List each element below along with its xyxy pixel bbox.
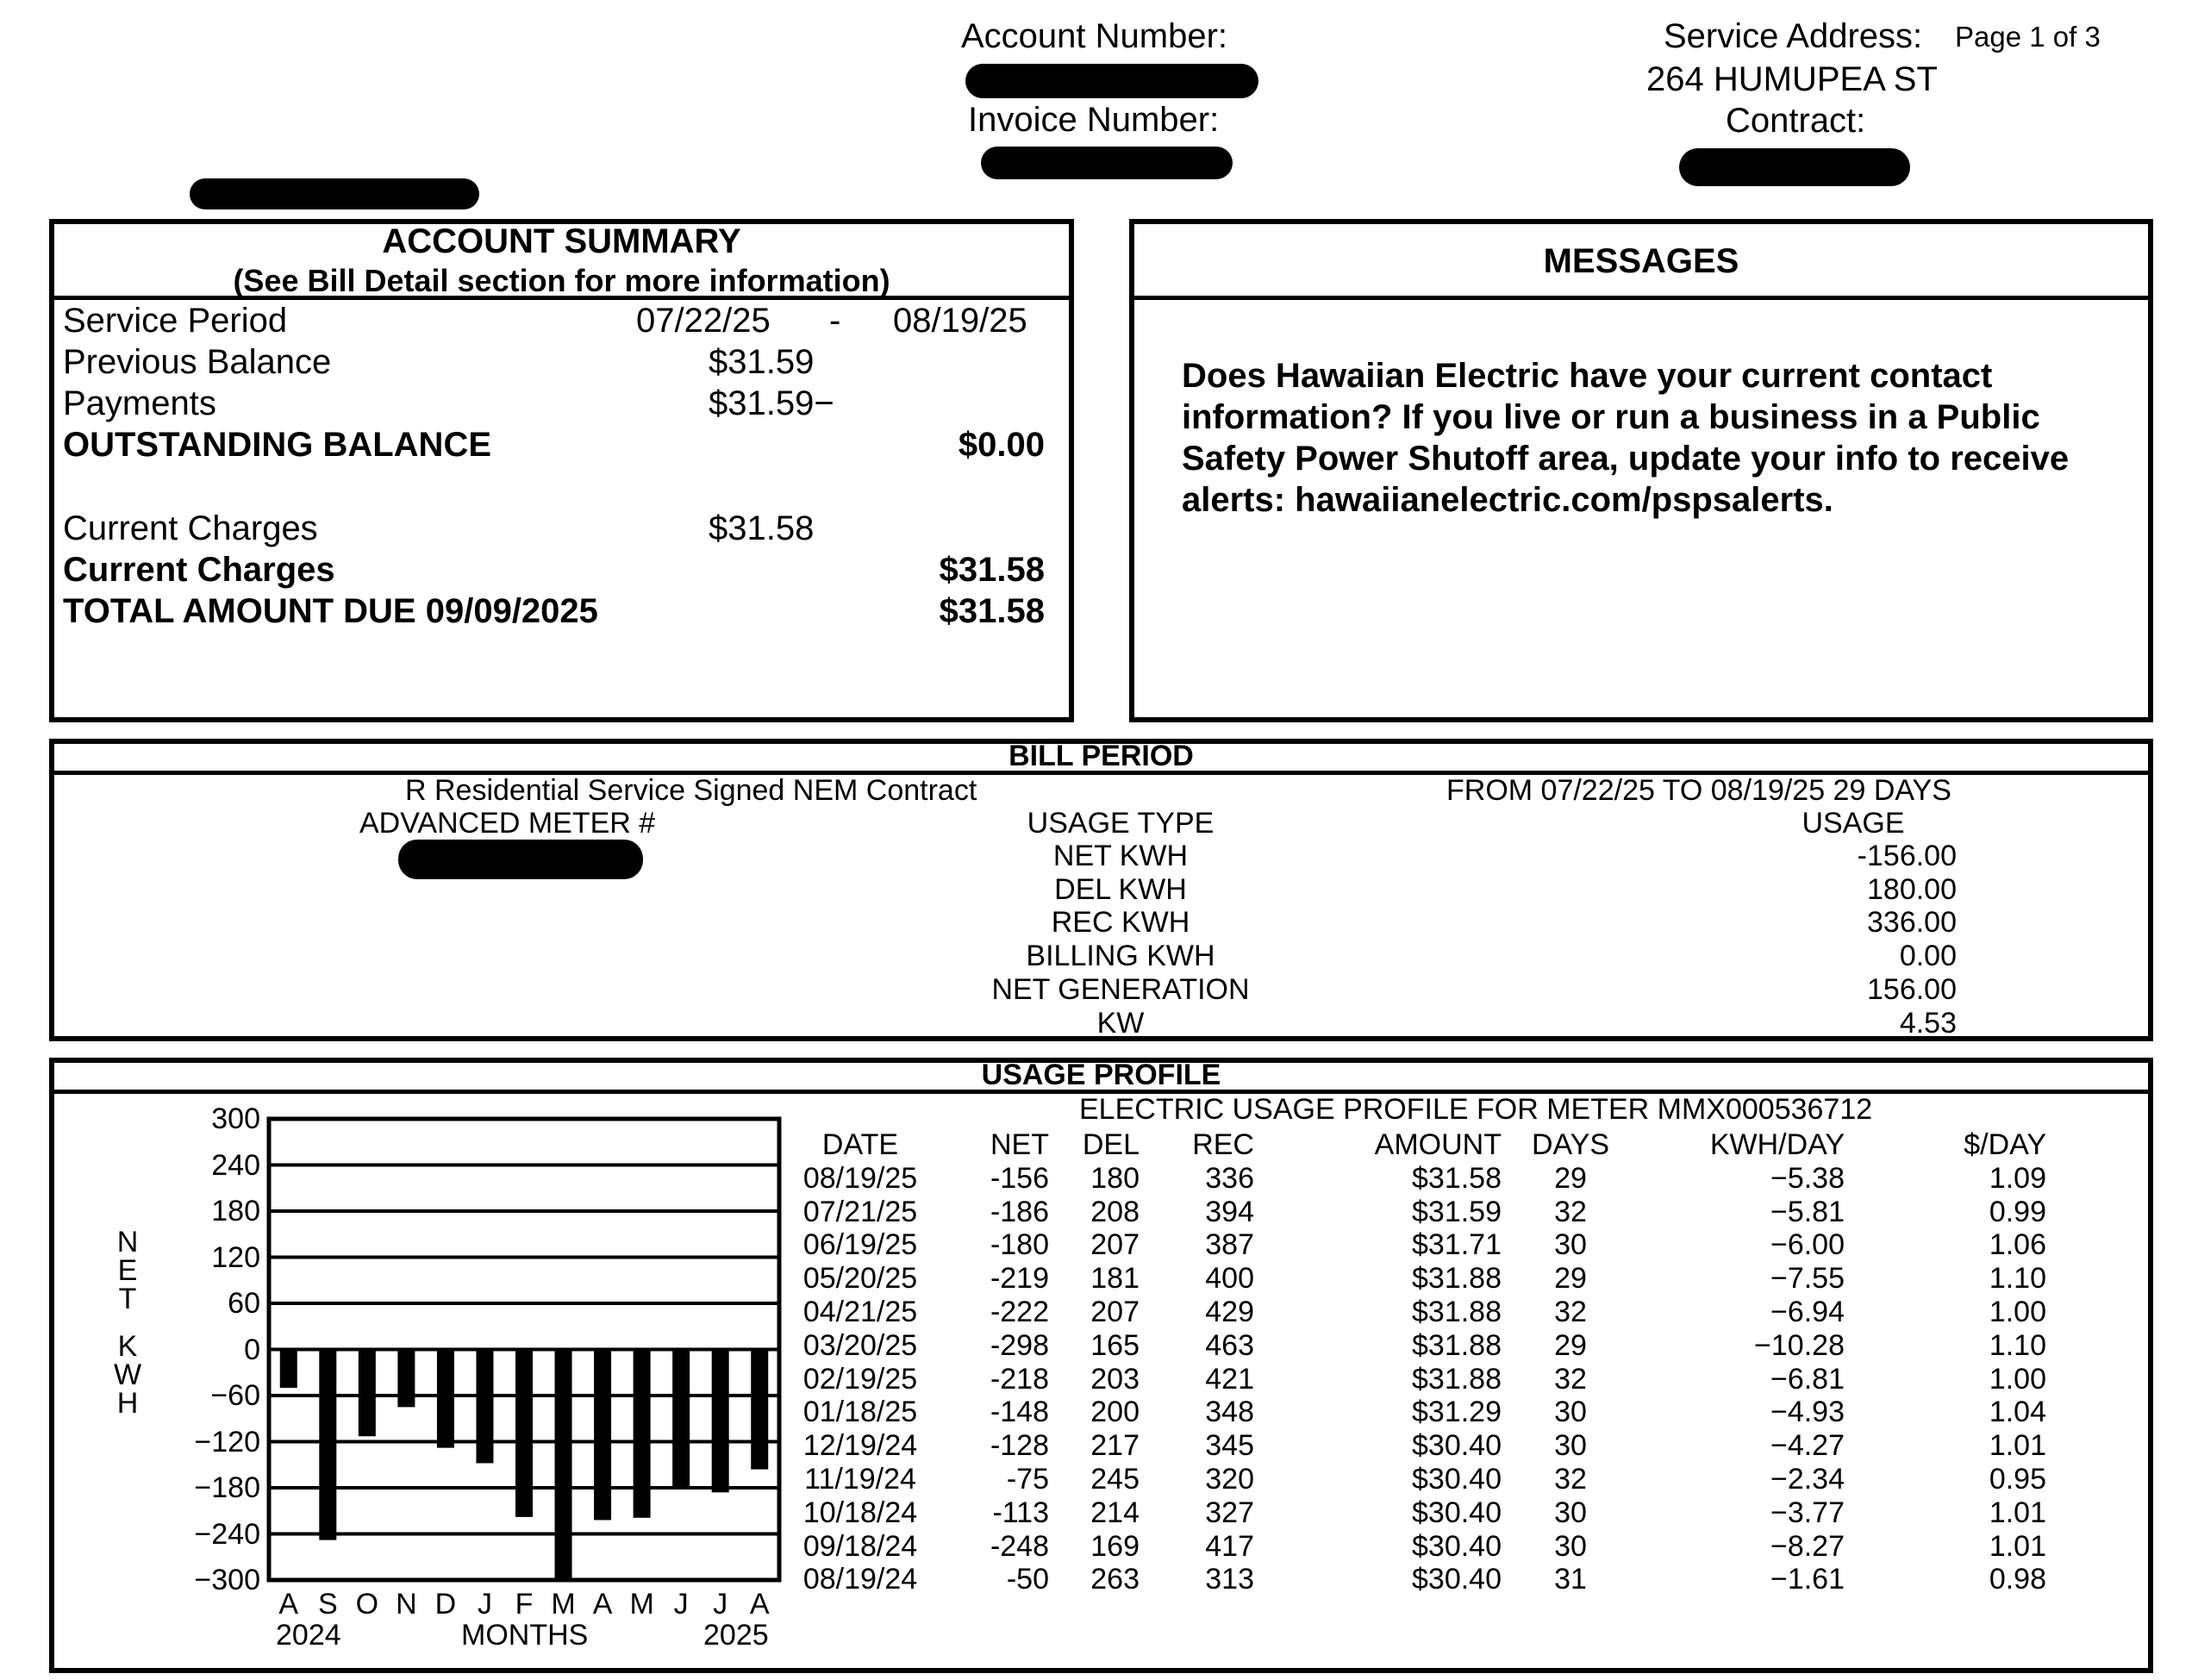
table-cell: 313 bbox=[1205, 1563, 1254, 1596]
table-row bbox=[797, 1196, 2046, 1229]
table-cell: 200 bbox=[1090, 1396, 1140, 1429]
table-cell: $31.71 bbox=[1412, 1228, 1502, 1262]
table-cell: −5.38 bbox=[1770, 1161, 1845, 1195]
chart-x-tick-label: J bbox=[477, 1588, 492, 1621]
chart-y-tick-label: −240 bbox=[194, 1517, 260, 1551]
table-cell: 1.01 bbox=[1989, 1496, 2046, 1529]
usage-table-body bbox=[797, 1162, 2046, 1596]
table-cell: $31.29 bbox=[1412, 1396, 1502, 1429]
table-cell: -75 bbox=[1006, 1462, 1049, 1496]
chart-y-tick-label: 180 bbox=[211, 1195, 260, 1227]
col-header-del: DEL bbox=[1082, 1128, 1140, 1161]
chart-x-tick-label: N bbox=[396, 1588, 417, 1621]
table-cell: $31.88 bbox=[1412, 1328, 1502, 1362]
chart-x-tick-label: S bbox=[317, 1588, 338, 1621]
table-cell: 245 bbox=[1090, 1462, 1140, 1496]
table-cell: 217 bbox=[1090, 1429, 1140, 1463]
table-cell: 214 bbox=[1090, 1496, 1140, 1529]
chart-x-tick-label: A bbox=[592, 1588, 613, 1621]
table-cell: 30 bbox=[1554, 1228, 1587, 1262]
usage-value-cell: 180.00 bbox=[1867, 872, 1957, 906]
table-cell: -156 bbox=[990, 1161, 1049, 1195]
table-cell: 387 bbox=[1205, 1228, 1254, 1262]
chart-x-tick-label: M bbox=[551, 1588, 576, 1621]
table-cell: 03/20/25 bbox=[802, 1328, 918, 1362]
current-charges-value: $31.58 bbox=[709, 509, 815, 547]
table-cell: −6.81 bbox=[1770, 1362, 1845, 1396]
table-cell: −6.00 bbox=[1770, 1228, 1845, 1262]
table-cell: -248 bbox=[990, 1529, 1049, 1563]
usage-value-cell: 4.53 bbox=[1899, 1006, 1957, 1040]
chart-y-tick-label: 0 bbox=[244, 1333, 260, 1366]
service-period-dash: - bbox=[829, 302, 841, 340]
table-cell: −4.27 bbox=[1770, 1429, 1845, 1463]
table-cell: 263 bbox=[1090, 1563, 1140, 1596]
messages-body: Does Hawaiian Electric have your current contact information? If you live or run a business in a Public Safety Power Shutoff area, update your info to receive alerts: hawaiianelectric.com/pspsalerts. bbox=[1182, 357, 2070, 519]
chart-bar bbox=[594, 1350, 611, 1521]
table-cell: $30.40 bbox=[1412, 1429, 1502, 1463]
chart-bar bbox=[712, 1350, 729, 1493]
chart-year-end: 2025 bbox=[703, 1619, 769, 1652]
page-indicator: Page 1 of 3 bbox=[1955, 21, 2101, 53]
account-number-label: Account Number: bbox=[961, 17, 1228, 55]
chart-x-tick-label: D bbox=[434, 1588, 457, 1621]
table-cell: 207 bbox=[1090, 1228, 1140, 1262]
payments-value: $31.59− bbox=[709, 384, 834, 422]
table-row bbox=[797, 1162, 2046, 1196]
table-cell: 30 bbox=[1554, 1496, 1587, 1529]
table-cell: 32 bbox=[1554, 1362, 1587, 1396]
previous-balance-label: Previous Balance bbox=[63, 343, 332, 381]
table-cell: 207 bbox=[1090, 1295, 1140, 1328]
table-cell: 348 bbox=[1205, 1396, 1254, 1429]
table-row bbox=[797, 1463, 2046, 1496]
table-cell: $30.40 bbox=[1412, 1496, 1502, 1529]
chart-y-axis-letter: E bbox=[117, 1254, 138, 1287]
table-cell: 208 bbox=[1090, 1195, 1140, 1228]
table-cell: $31.88 bbox=[1412, 1362, 1502, 1396]
usage-value-cell: 336.00 bbox=[1867, 906, 1957, 940]
outstanding-balance-label: OUTSTANDING BALANCE bbox=[63, 426, 492, 464]
chart-x-tick-label: M bbox=[629, 1588, 654, 1621]
chart-bar bbox=[555, 1350, 572, 1579]
table-cell: 0.98 bbox=[1989, 1563, 2046, 1596]
usage-value-cell: 156.00 bbox=[1867, 972, 1957, 1006]
table-row bbox=[797, 1496, 2046, 1530]
usage-type-cell: BILLING KWH bbox=[1026, 940, 1215, 973]
chart-bar bbox=[319, 1350, 336, 1540]
usage-profile-table bbox=[797, 1128, 2046, 1596]
table-cell: −2.34 bbox=[1770, 1462, 1845, 1496]
table-cell: 1.00 bbox=[1989, 1295, 2046, 1328]
table-cell: 1.00 bbox=[1989, 1362, 2046, 1396]
chart-y-tick-label: −300 bbox=[194, 1564, 260, 1596]
service-period-label: Service Period bbox=[63, 302, 288, 340]
table-cell: −4.93 bbox=[1770, 1396, 1845, 1429]
usage-type-cell: REC KWH bbox=[1051, 906, 1190, 940]
table-cell: $31.88 bbox=[1412, 1295, 1502, 1328]
table-cell: 1.01 bbox=[1989, 1429, 2046, 1463]
table-cell: 32 bbox=[1554, 1462, 1587, 1496]
table-cell: 10/18/24 bbox=[802, 1496, 918, 1529]
table-row bbox=[797, 1563, 2046, 1596]
table-cell: $31.58 bbox=[1412, 1161, 1502, 1195]
chart-x-tick-label: O bbox=[355, 1588, 379, 1621]
col-header-kwh-day: KWH/DAY bbox=[1709, 1128, 1845, 1161]
usage-value-cell: 0.00 bbox=[1899, 940, 1957, 973]
chart-bar bbox=[751, 1350, 768, 1470]
table-cell: 32 bbox=[1554, 1295, 1587, 1328]
table-row bbox=[797, 1329, 2046, 1363]
messages-title: MESSAGES bbox=[1543, 242, 1739, 280]
table-cell: -148 bbox=[990, 1396, 1049, 1429]
table-cell: 01/18/25 bbox=[802, 1396, 918, 1429]
account-summary-title: ACCOUNT SUMMARY bbox=[382, 222, 741, 260]
chart-y-tick-label: −180 bbox=[194, 1471, 260, 1504]
table-cell: 1.04 bbox=[1989, 1396, 2046, 1429]
table-cell: 181 bbox=[1090, 1262, 1140, 1296]
table-cell: 07/21/25 bbox=[802, 1195, 918, 1228]
table-cell: -218 bbox=[990, 1362, 1049, 1396]
table-cell: 30 bbox=[1554, 1396, 1587, 1429]
table-cell: 429 bbox=[1205, 1295, 1254, 1328]
table-cell: −10.28 bbox=[1754, 1328, 1845, 1362]
col-header-net: NET bbox=[990, 1128, 1049, 1161]
table-cell: $30.40 bbox=[1412, 1462, 1502, 1496]
chart-year-start: 2024 bbox=[276, 1619, 341, 1652]
table-cell: 400 bbox=[1205, 1262, 1254, 1296]
table-cell: 165 bbox=[1090, 1328, 1140, 1362]
col-header-dollar-day: $/DAY bbox=[1964, 1128, 2046, 1161]
table-row bbox=[797, 1262, 2046, 1296]
table-cell: $31.88 bbox=[1412, 1262, 1502, 1296]
usage-type-cell: KW bbox=[1096, 1006, 1145, 1040]
table-cell: 327 bbox=[1205, 1496, 1254, 1529]
chart-bar bbox=[515, 1350, 533, 1517]
previous-balance-value: $31.59 bbox=[709, 343, 815, 381]
table-cell: 29 bbox=[1554, 1161, 1587, 1195]
chart-bar bbox=[280, 1350, 297, 1389]
table-row bbox=[797, 1228, 2046, 1262]
table-cell: 09/18/24 bbox=[802, 1529, 918, 1563]
usage-type-cell: NET KWH bbox=[1052, 840, 1189, 872]
table-cell: −6.94 bbox=[1770, 1295, 1845, 1328]
col-header-rec: REC bbox=[1192, 1128, 1254, 1161]
chart-bar bbox=[397, 1350, 415, 1408]
table-cell: 1.10 bbox=[1989, 1328, 2046, 1362]
service-period-to: 08/19/25 bbox=[893, 302, 1027, 340]
table-cell: $31.59 bbox=[1412, 1195, 1502, 1228]
usage-type-cell: NET GENERATION bbox=[991, 972, 1250, 1006]
chart-y-axis-letter: W bbox=[113, 1358, 142, 1391]
table-cell: −1.61 bbox=[1770, 1563, 1845, 1596]
table-row bbox=[797, 1429, 2046, 1463]
table-cell: 12/19/24 bbox=[802, 1429, 918, 1463]
chart-y-axis-letter: T bbox=[118, 1283, 137, 1315]
table-cell: −7.55 bbox=[1770, 1262, 1845, 1296]
chart-y-axis-letter: N bbox=[116, 1226, 139, 1258]
usage-table-header-row bbox=[797, 1128, 2046, 1162]
table-row bbox=[797, 1530, 2046, 1564]
total-amount-due-value: $31.58 bbox=[939, 592, 1045, 630]
current-charges-total-value: $31.58 bbox=[939, 551, 1045, 589]
chart-bar bbox=[672, 1350, 690, 1489]
usage-type-cell: DEL KWH bbox=[1054, 872, 1187, 906]
table-cell: 345 bbox=[1205, 1429, 1254, 1463]
chart-x-tick-label: F bbox=[515, 1588, 534, 1621]
chart-bar bbox=[359, 1350, 376, 1437]
table-cell: -128 bbox=[990, 1429, 1049, 1463]
table-row bbox=[797, 1396, 2046, 1429]
table-cell: 30 bbox=[1554, 1429, 1587, 1463]
chart-y-tick-label: 300 bbox=[211, 1102, 260, 1135]
chart-y-tick-label: −120 bbox=[194, 1425, 260, 1458]
chart-y-tick-label: 120 bbox=[211, 1240, 260, 1274]
chart-bar bbox=[634, 1350, 651, 1518]
table-cell: 463 bbox=[1205, 1328, 1254, 1362]
current-charges-label: Current Charges bbox=[63, 509, 318, 547]
table-cell: $30.40 bbox=[1412, 1529, 1502, 1563]
account-summary-subtitle: (See Bill Detail section for more information) bbox=[233, 263, 890, 298]
table-row bbox=[797, 1363, 2046, 1396]
table-cell: 05/20/25 bbox=[802, 1262, 918, 1296]
chart-bar bbox=[437, 1350, 454, 1448]
chart-y-tick-label: 60 bbox=[228, 1287, 260, 1320]
table-cell: 394 bbox=[1205, 1195, 1254, 1228]
table-cell: 02/19/25 bbox=[802, 1362, 918, 1396]
table-cell: 320 bbox=[1205, 1462, 1254, 1496]
table-cell: -219 bbox=[990, 1262, 1049, 1296]
chart-x-tick-label: A bbox=[278, 1588, 299, 1621]
table-cell: 08/19/24 bbox=[802, 1563, 918, 1596]
table-cell: 31 bbox=[1554, 1563, 1587, 1596]
invoice-number-label: Invoice Number: bbox=[968, 101, 1220, 139]
service-type: R Residential Service Signed NEM Contract bbox=[405, 774, 977, 807]
table-cell: 336 bbox=[1205, 1161, 1254, 1195]
col-header-amount: AMOUNT bbox=[1374, 1128, 1502, 1161]
col-header-days: DAYS bbox=[1531, 1128, 1610, 1161]
table-row bbox=[797, 1296, 2046, 1329]
table-cell: 1.10 bbox=[1989, 1262, 2046, 1296]
table-cell: 06/19/25 bbox=[802, 1228, 918, 1262]
chart-bar bbox=[476, 1350, 493, 1464]
usage-profile-subtitle: ELECTRIC USAGE PROFILE FOR METER MMX000536712 bbox=[1079, 1093, 1873, 1126]
current-charges-total-label: Current Charges bbox=[63, 551, 335, 589]
table-cell: 30 bbox=[1554, 1529, 1587, 1563]
table-cell: 1.09 bbox=[1989, 1161, 2046, 1195]
chart-x-tick-label: J bbox=[673, 1588, 689, 1621]
table-cell: 11/19/24 bbox=[804, 1462, 916, 1496]
col-header-date: DATE bbox=[821, 1128, 899, 1161]
table-cell: -222 bbox=[990, 1295, 1049, 1328]
table-cell: 1.06 bbox=[1989, 1228, 2046, 1262]
service-period-from: 07/22/25 bbox=[636, 302, 771, 340]
chart-y-axis-letter: K bbox=[117, 1330, 138, 1363]
table-cell: 203 bbox=[1090, 1362, 1140, 1396]
chart-x-tick-label: A bbox=[749, 1588, 770, 1621]
table-cell: -186 bbox=[990, 1195, 1049, 1228]
bill-period-title: BILL PERIOD bbox=[1008, 740, 1194, 772]
table-cell: 169 bbox=[1090, 1529, 1140, 1563]
table-cell: -298 bbox=[990, 1328, 1049, 1362]
table-cell: 0.99 bbox=[1989, 1195, 2046, 1228]
bill-period-range: FROM 07/22/25 TO 08/19/25 29 DAYS bbox=[1446, 774, 1951, 807]
table-cell: -180 bbox=[990, 1228, 1049, 1262]
payments-label: Payments bbox=[63, 384, 216, 422]
service-address-label: Service Address: bbox=[1664, 17, 1923, 55]
table-cell: 29 bbox=[1554, 1262, 1587, 1296]
outstanding-balance-value: $0.00 bbox=[958, 426, 1045, 464]
usage-header: USAGE bbox=[1801, 807, 1905, 840]
service-address-value: 264 HUMUPEA ST bbox=[1646, 60, 1938, 98]
chart-y-axis-letter: H bbox=[116, 1387, 139, 1420]
table-cell: -113 bbox=[992, 1496, 1049, 1529]
chart-x-axis-label: MONTHS bbox=[461, 1619, 589, 1652]
chart-x-tick-label: J bbox=[713, 1588, 728, 1621]
table-cell: 417 bbox=[1205, 1529, 1254, 1563]
table-cell: $30.40 bbox=[1412, 1563, 1502, 1596]
usage-value-cell: -156.00 bbox=[1857, 840, 1957, 872]
table-cell: −8.27 bbox=[1770, 1529, 1845, 1563]
table-cell: −5.81 bbox=[1770, 1195, 1845, 1228]
table-cell: 29 bbox=[1554, 1328, 1587, 1362]
table-cell: 32 bbox=[1554, 1195, 1587, 1228]
table-cell: 1.01 bbox=[1989, 1529, 2046, 1563]
table-cell: −3.77 bbox=[1770, 1496, 1845, 1529]
table-cell: 421 bbox=[1205, 1362, 1254, 1396]
table-cell: 180 bbox=[1090, 1161, 1140, 1195]
advanced-meter-label: ADVANCED METER # bbox=[359, 807, 656, 840]
usage-profile-title: USAGE PROFILE bbox=[981, 1059, 1221, 1091]
chart-y-tick-label: −60 bbox=[210, 1379, 260, 1412]
table-cell: 0.95 bbox=[1989, 1462, 2046, 1496]
chart-y-tick-label: 240 bbox=[211, 1148, 260, 1182]
table-cell: -50 bbox=[1006, 1563, 1049, 1596]
table-cell: 04/21/25 bbox=[802, 1295, 918, 1328]
contract-label: Contract: bbox=[1726, 102, 1866, 140]
table-cell: 08/19/25 bbox=[802, 1161, 918, 1195]
usage-type-header: USAGE TYPE bbox=[1027, 807, 1215, 840]
total-amount-due-label: TOTAL AMOUNT DUE 09/09/2025 bbox=[63, 592, 598, 630]
